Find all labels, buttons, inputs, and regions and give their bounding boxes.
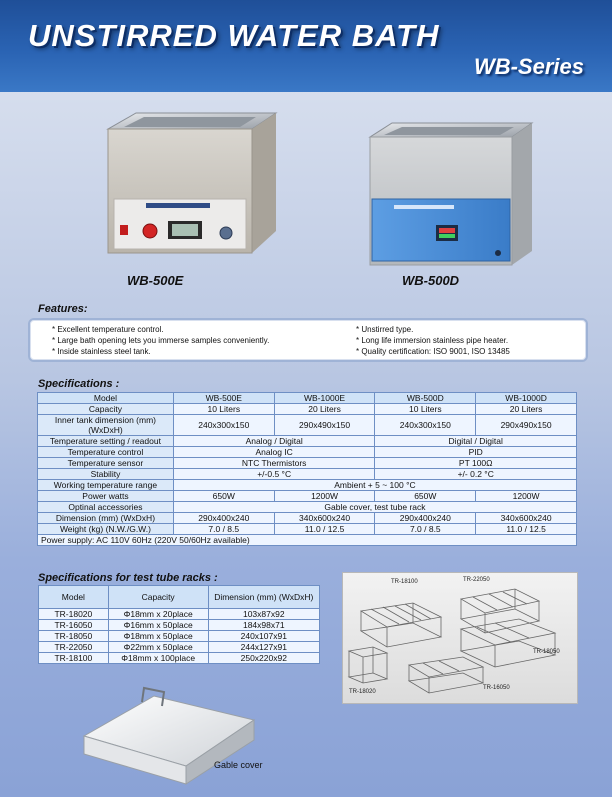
table-row <box>38 491 577 502</box>
table-row <box>39 653 320 664</box>
feature-item: * Inside stainless steel tank. <box>52 347 151 356</box>
page-title: UNSTIRRED WATER BATH <box>28 18 440 53</box>
rack-label: TR-18020 <box>349 689 376 695</box>
spec-cell: Analog / Digital <box>173 436 375 447</box>
table-row <box>38 415 577 436</box>
table-row <box>38 502 577 513</box>
spec-cell: 11.0 / 12.5 <box>274 524 375 535</box>
test-tube-racks-photo <box>342 572 578 704</box>
gable-cover-label: Gable cover <box>214 760 263 770</box>
features-right-list <box>356 324 510 357</box>
product-image-wb-500e <box>90 103 300 273</box>
spec-cell: 650W <box>375 491 476 502</box>
features-box <box>28 318 588 362</box>
spec-label: Temperature sensor <box>38 458 174 469</box>
rack-label: TR-16050 <box>483 685 510 691</box>
product-label-wb-500d: WB-500D <box>402 273 460 288</box>
spec-cell: 1200W <box>476 491 577 502</box>
rack-cell: 250x220x92 <box>208 653 319 664</box>
spec-label: Capacity <box>38 404 174 415</box>
spec-cell: 290x400x240 <box>173 513 274 524</box>
rack-cell: TR-18020 <box>39 609 109 620</box>
spec-cell: PT 100Ω <box>375 458 577 469</box>
table-row <box>38 447 577 458</box>
racks-table <box>38 585 320 664</box>
table-row <box>38 404 577 415</box>
spec-cell: 7.0 / 8.5 <box>173 524 274 535</box>
rack-cell: 244x127x91 <box>208 642 319 653</box>
features-left-list <box>52 324 269 357</box>
power-supply-note: Power supply: AC 110V 60Hz (220V 50/60Hz available) <box>38 535 577 546</box>
spec-header-cell: WB-1000D <box>476 393 577 404</box>
features-title: Features: <box>38 303 88 315</box>
spec-cell: 10 Liters <box>173 404 274 415</box>
rack-cell: 184x98x71 <box>208 620 319 631</box>
spec-cell: Digital / Digital <box>375 436 577 447</box>
table-row <box>38 535 577 546</box>
rack-cell: Φ16mm x 50place <box>108 620 208 631</box>
table-row <box>38 513 577 524</box>
spec-cell: 290x490x150 <box>476 415 577 436</box>
rack-label: TR-18100 <box>391 579 418 585</box>
spec-cell: 650W <box>173 491 274 502</box>
rack-cell: Φ22mm x 50place <box>108 642 208 653</box>
spec-cell: 240x300x150 <box>173 415 274 436</box>
rack-cell: TR-16050 <box>39 620 109 631</box>
spec-header-cell: WB-1000E <box>274 393 375 404</box>
spec-cell: Ambient + 5 ~ 100 °C <box>173 480 576 491</box>
feature-item: * Quality certification: ISO 9001, ISO 13485 <box>356 347 510 356</box>
gable-cover-image <box>64 676 264 788</box>
spec-label: Optinal accessories <box>38 502 174 513</box>
feature-item: * Long life immersion stainless pipe heater. <box>356 336 509 345</box>
spec-cell: +/-0.5 °C <box>173 469 375 480</box>
table-row <box>38 469 577 480</box>
rack-label: TR-22050 <box>463 577 490 583</box>
spec-cell: 1200W <box>274 491 375 502</box>
table-row <box>39 620 320 631</box>
spec-header-cell: WB-500D <box>375 393 476 404</box>
spec-label: Working temperature range <box>38 480 174 491</box>
table-row <box>38 524 577 535</box>
specifications-title: Specifications : <box>38 378 120 390</box>
spec-label: Temperature control <box>38 447 174 458</box>
spec-label: Weight (kg) (N.W./G.W.) <box>38 524 174 535</box>
table-row <box>39 609 320 620</box>
spec-header-cell: WB-500E <box>173 393 274 404</box>
feature-item: * Unstirred type. <box>356 325 414 334</box>
spec-cell: PID <box>375 447 577 458</box>
specifications-table <box>37 392 577 546</box>
rack-cell: Φ18mm x 50place <box>108 631 208 642</box>
table-row <box>39 586 320 609</box>
spec-label: Temperature setting / readout <box>38 436 174 447</box>
spec-cell: 290x490x150 <box>274 415 375 436</box>
rack-header-cell: Capacity <box>108 586 208 609</box>
rack-cell: TR-18050 <box>39 631 109 642</box>
spec-cell: NTC Thermistors <box>173 458 375 469</box>
spec-cell: 340x600x240 <box>476 513 577 524</box>
rack-cell: 240x107x91 <box>208 631 319 642</box>
spec-cell: 7.0 / 8.5 <box>375 524 476 535</box>
table-row <box>39 642 320 653</box>
spec-cell: 20 Liters <box>274 404 375 415</box>
series-subtitle: WB-Series <box>473 54 584 79</box>
rack-header-cell: Dimension (mm) (WxDxH) <box>208 586 319 609</box>
rack-cell: TR-22050 <box>39 642 109 653</box>
spec-cell: 240x300x150 <box>375 415 476 436</box>
feature-item: * Excellent temperature control. <box>52 325 164 334</box>
spec-label: Inner tank dimension (mm) (WxDxH) <box>38 415 174 436</box>
spec-cell: Gable cover, test tube rack <box>173 502 576 513</box>
spec-cell: 340x600x240 <box>274 513 375 524</box>
spec-cell: +/- 0.2 °C <box>375 469 577 480</box>
feature-item: * Large bath opening lets you immerse samples conveniently. <box>52 336 270 345</box>
racks-title: Specifications for test tube racks : <box>38 572 218 584</box>
rack-cell: TR-18100 <box>39 653 109 664</box>
product-label-wb-500e: WB-500E <box>127 273 184 288</box>
spec-cell: 10 Liters <box>375 404 476 415</box>
table-row <box>39 631 320 642</box>
product-image-wb-500d <box>352 103 562 273</box>
spec-label: Dimension (mm) (WxDxH) <box>38 513 174 524</box>
spec-cell: Analog IC <box>173 447 375 458</box>
page-header <box>0 0 612 92</box>
rack-label: TR-18050 <box>533 649 560 655</box>
table-row <box>38 393 577 404</box>
table-row <box>38 436 577 447</box>
spec-header-model: Model <box>38 393 174 404</box>
spec-label: Power watts <box>38 491 174 502</box>
rack-cell: 103x87x92 <box>208 609 319 620</box>
table-row <box>38 458 577 469</box>
spec-label: Stability <box>38 469 174 480</box>
rack-cell: Φ18mm x 100place <box>108 653 208 664</box>
spec-cell: 290x400x240 <box>375 513 476 524</box>
spec-cell: 11.0 / 12.5 <box>476 524 577 535</box>
rack-cell: Φ18mm x 20place <box>108 609 208 620</box>
table-row <box>38 480 577 491</box>
spec-cell: 20 Liters <box>476 404 577 415</box>
rack-header-cell: Model <box>39 586 109 609</box>
